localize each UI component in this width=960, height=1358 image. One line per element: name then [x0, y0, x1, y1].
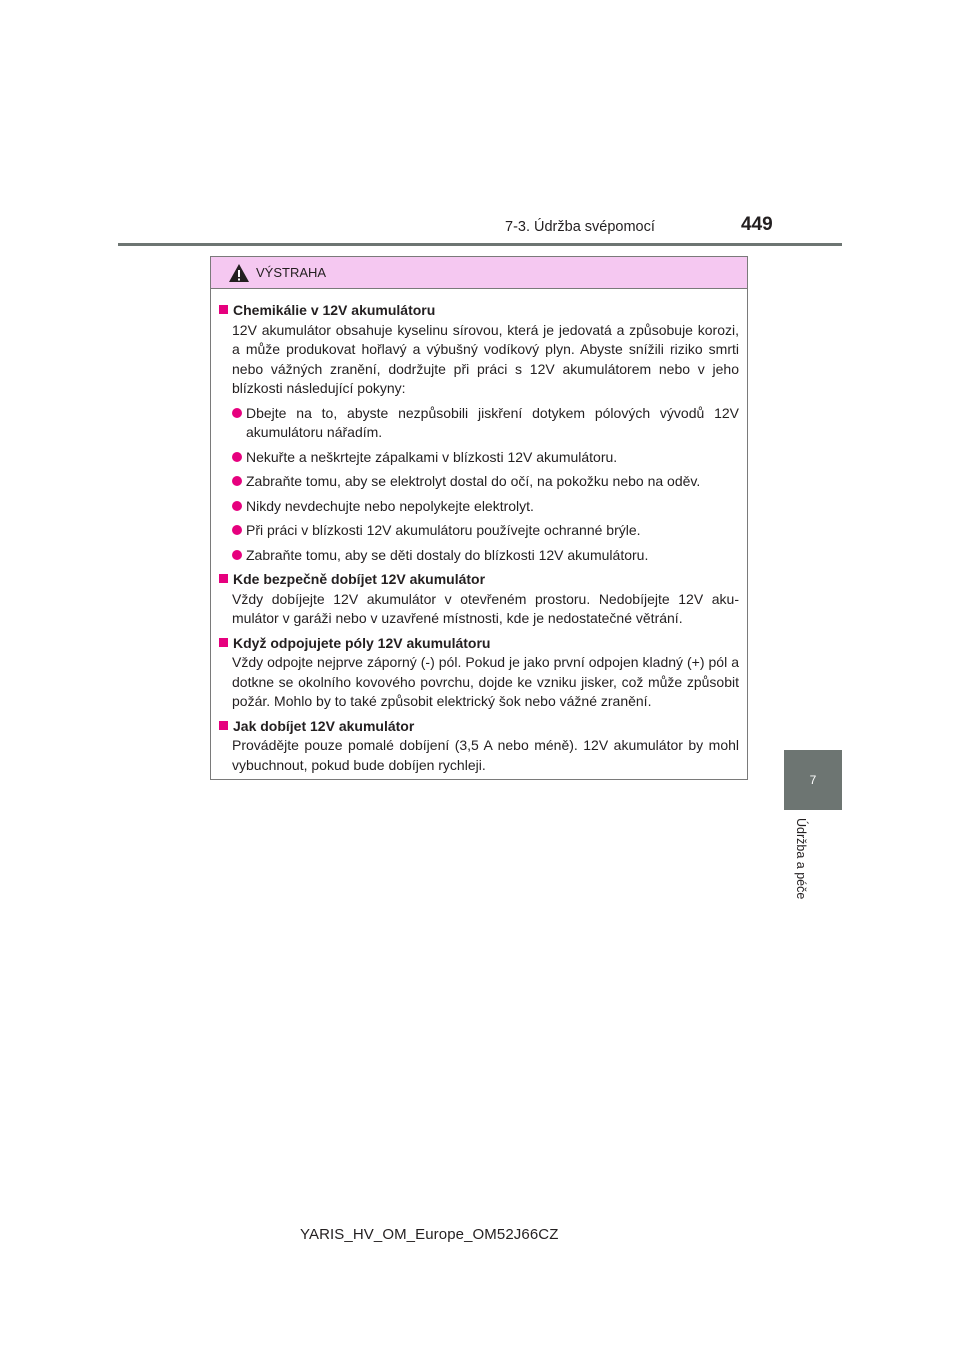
list-item: Nekuřte a neškrtejte zápalkami v blízkosti 12V akumulátoru. — [219, 448, 739, 468]
section-title: Jak dobíjet 12V akumulátor — [219, 717, 739, 737]
section-square-icon — [219, 721, 228, 730]
section-text: Vždy odpojte nejprve záporný (-) pól. Pokud je jako první odpojen kladný (+) pól a dotkne se okolního kovového povrchu, dojde ke vzniku jisker, což může způsobit požár. Mohlo by to také způsobit elektrický šok nebo vážné zranění. — [232, 654, 739, 709]
list-item: Při práci v blízkosti 12V akumulátoru používejte ochranné brýle. — [219, 521, 739, 541]
bullet-dot-icon — [232, 452, 242, 462]
warning-box — [210, 256, 748, 780]
section-square-icon — [219, 638, 228, 647]
chapter-title-vertical: Údržba a péče — [794, 818, 808, 900]
section-text: 12V akumulátor obsahuje kyselinu sírovou, která je jedovatá a způsobuje korozi, a může produkovat hořlavý a výbušný vodíkový plyn. Abyste snížili riziko smrti nebo vážných zranění, dodržujte při práci s 12V akumulátorem nebo v jeho blízkosti následující pokyny: — [232, 321, 739, 396]
list-item: Zabraňte tomu, aby se elektrolyt dostal do očí, na pokožku nebo na oděv. — [219, 472, 739, 492]
bullet-dot-icon — [232, 525, 242, 535]
section-square-icon — [219, 574, 228, 583]
footer-doc-id: YARIS_HV_OM_Europe_OM52J66CZ — [300, 1226, 559, 1243]
header-section-title: 7-3. Údržba svépomocí — [505, 219, 655, 235]
bullet-dot-icon — [232, 476, 242, 486]
page-number: 449 — [741, 214, 773, 235]
section-square-icon — [219, 305, 228, 314]
bullet-dot-icon — [232, 408, 242, 418]
chapter-number: 7 — [809, 773, 817, 787]
section-title: Chemikálie v 12V akumulátoru — [219, 301, 739, 321]
warning-header — [211, 257, 747, 289]
warning-label: VÝSTRAHA — [256, 265, 327, 280]
section-title: Když odpojujete póly 12V akumulátoru — [219, 634, 739, 654]
warning-triangle-icon — [228, 263, 250, 283]
list-item: Zabraňte tomu, aby se děti dostaly do blízkosti 12V akumulátoru. — [219, 546, 739, 566]
section-text: Provádějte pouze pomalé dobíjení (3,5 A nebo méně). 12V akumulátor by mohl vybuchnout, pokud bude dobíjen rychleji. — [232, 737, 739, 773]
warning-body — [211, 289, 747, 775]
list-item: Nikdy nevdechujte nebo nepolykejte elektrolyt. — [219, 497, 739, 517]
chapter-tab — [784, 750, 842, 810]
bullet-dot-icon — [232, 550, 242, 560]
bullet-dot-icon — [232, 501, 242, 511]
header-rule — [118, 243, 842, 246]
list-item: Dbejte na to, abyste nezpůsobili jiskření dotykem pólových vývodů 12V akumulátoru nářadím. — [219, 404, 739, 443]
section-text: Vždy dobíjejte 12V akumulátor v otevřeném prostoru. Nedobíjejte 12V aku-mulátor v garáži nebo v uzavřené místnosti, kde je nedostatečné větrání. — [232, 590, 739, 626]
section-title: Kde bezpečně dobíjet 12V akumulátor — [219, 570, 739, 590]
